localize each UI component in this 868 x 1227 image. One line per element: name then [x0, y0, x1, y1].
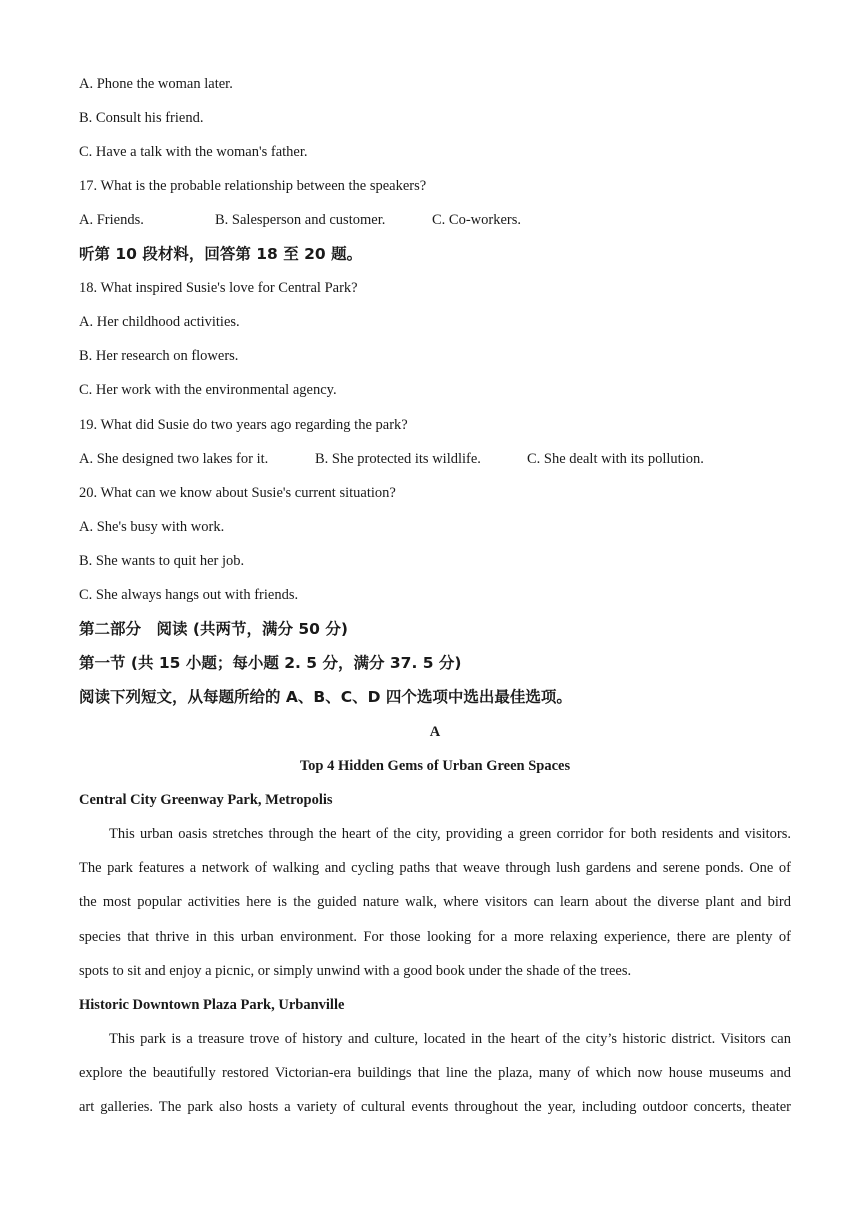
q17-question: 17. What is the probable relationship between the speakers?: [79, 178, 427, 194]
reading-instructions: 阅读下列短文，从每题所给的 A、B、C、D 四个选项中选出最佳选项。: [79, 688, 572, 706]
q18-option-a: A. Her childhood activities.: [79, 314, 240, 330]
q19-option-a: A. She designed two lakes for it.: [79, 451, 269, 467]
park2-text-line: This park is a treasure trove of history and culture, located in the heart of the city’s historic district. Visitors can: [109, 1031, 791, 1047]
q20-option-a: A. She's busy with work.: [79, 519, 225, 535]
park2-text-line: art galleries. The park also hosts a variety of cultural events throughout the year, including outdoor concerts, theater: [79, 1099, 791, 1115]
section1-heading: 第一节 (共 15 小题；每小题 2. 5 分，满分 37. 5 分): [79, 654, 462, 672]
q18-question: 18. What inspired Susie's love for Central Park?: [79, 280, 358, 296]
q18-option-c: C. Her work with the environmental agency.: [79, 382, 337, 398]
park1-text-line: spots to sit and enjoy a picnic, or simply unwind with a good book under the shade of the trees.: [79, 963, 632, 979]
q20-option-b: B. She wants to quit her job.: [79, 553, 245, 569]
park1-text-line: The park features a network of walking and cycling paths that weave through lush gardens and serene ponds. One of: [79, 860, 791, 876]
q19-question: 19. What did Susie do two years ago regarding the park?: [79, 417, 408, 433]
q17-option-c: C. Co-workers.: [432, 212, 522, 228]
q17-option-a: A. Friends.: [79, 212, 144, 228]
park2-text-line: explore the beautifully restored Victorian-era buildings that line the plaza, many of which now house museums and: [79, 1065, 791, 1081]
q20-option-c: C. She always hangs out with friends.: [79, 587, 299, 603]
park1-text-line: species that thrive in this urban environment. For those looking for a more relaxing experience, there are plenty of: [79, 929, 791, 945]
q17-option-b: B. Salesperson and customer.: [215, 212, 386, 228]
q16-option-c: C. Have a talk with the woman's father.: [79, 144, 308, 160]
q16-option-b: B. Consult his friend.: [79, 110, 204, 126]
park1-text-line: the most popular activities here is the guided nature walk, where visitors can learn about the diverse plant and bird: [79, 894, 791, 910]
q20-question: 20. What can we know about Susie's current situation?: [79, 485, 396, 501]
park1-text-line: This urban oasis stretches through the heart of the city, providing a green corridor for both residents and visitors.: [109, 826, 791, 842]
passage-letter: A: [429, 724, 441, 740]
passage-title: Top 4 Hidden Gems of Urban Green Spaces: [299, 758, 571, 774]
park1-name: Central City Greenway Park, Metropolis: [79, 792, 333, 808]
park2-name: Historic Downtown Plaza Park, Urbanville: [79, 997, 345, 1013]
q19-option-c: C. She dealt with its pollution.: [527, 451, 704, 467]
q18-option-b: B. Her research on flowers.: [79, 348, 239, 364]
part2-heading: 第二部分 阅读 (共两节，满分 50 分): [79, 620, 348, 638]
q16-option-a: A. Phone the woman later.: [79, 76, 233, 92]
q19-option-b: B. She protected its wildlife.: [315, 451, 481, 467]
section10-heading: 听第 10 段材料，回答第 18 至 20 题。: [79, 245, 363, 263]
